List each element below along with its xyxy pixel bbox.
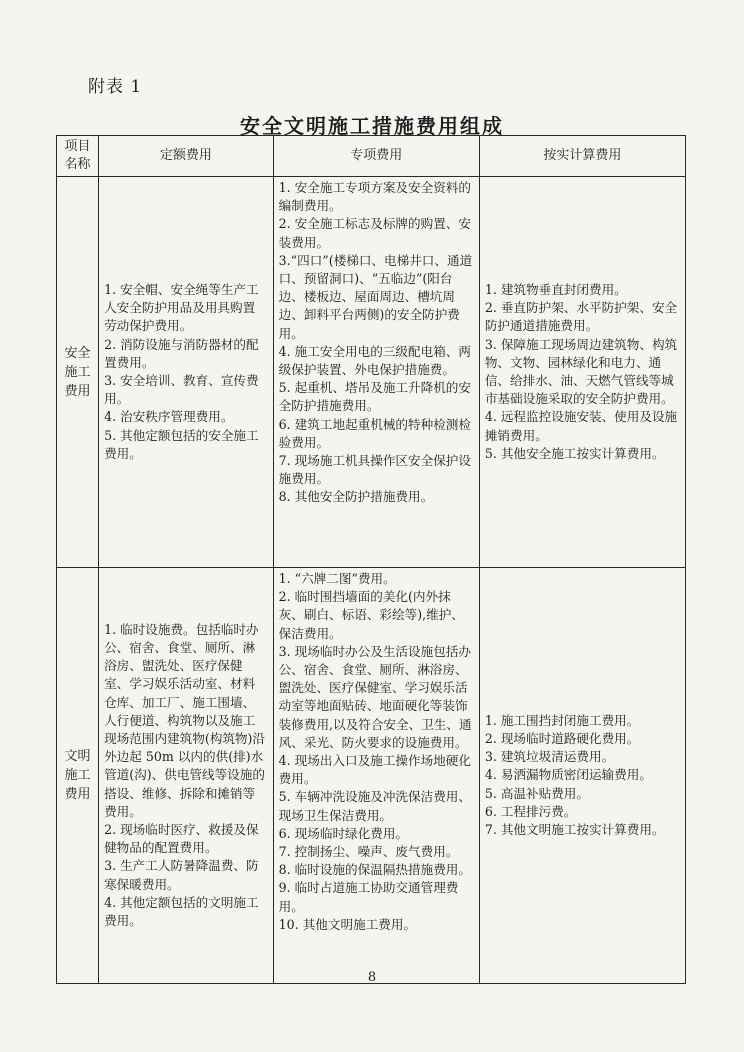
safety-actual-item: 5. 其他安全施工按实计算费用。 bbox=[484, 445, 665, 461]
fee-composition-table bbox=[56, 135, 686, 984]
civil-actual-cell bbox=[479, 568, 685, 984]
safety-quota-item: 3. 安全培训、教育、宣传费用。 bbox=[104, 373, 259, 407]
civil-quota-item: 1. 临时设施费。包括临时办公、宿舍、食堂、厕所、淋浴房、盥洗处、医疗保健室、学习娱乐活动室、材料仓库、加工厂、施工围墙、人行便道、构筑物以及施工现场范围内建筑物(构筑物)沿外边起 50m 以内的供(排)水管道(沟)、供电管线等设施的搭设、维修、拆除和摊销等费用。 bbox=[104, 621, 266, 819]
civil-actual-item: 6. 工程排污费。 bbox=[484, 803, 577, 819]
civil-quota-item: 2. 现场临时医疗、救援及保健物品的配置费用。 bbox=[104, 822, 259, 856]
civil-actual-item: 7. 其他文明施工按实计算费用。 bbox=[484, 822, 665, 837]
safety-actual-cell bbox=[479, 177, 685, 568]
safety-special-cell bbox=[273, 177, 479, 568]
civil-special-item: 6. 现场临时绿化费用。 bbox=[278, 825, 409, 841]
category-civil: 文明施工费用 bbox=[57, 568, 99, 984]
table-row-safety bbox=[57, 177, 686, 568]
safety-quota-item-list bbox=[104, 281, 268, 463]
safety-quota-item: 2. 消防设施与消防器材的配置费用。 bbox=[104, 336, 259, 370]
header-quota: 定额费用 bbox=[99, 136, 274, 177]
safety-quota-item: 1. 安全帽、安全绳等生产工人安全防护用品及用具购置劳动保护费用。 bbox=[104, 281, 259, 334]
civil-special-item: 4. 现场出入口及施工操作场地硬化费用。 bbox=[278, 753, 471, 787]
safety-special-item: 5. 起重机、塔吊及施工升降机的安全防护措施费用。 bbox=[278, 380, 471, 414]
safety-special-item: 7. 现场施工机具操作区安全保护设施费用。 bbox=[278, 453, 471, 487]
safety-quota-cell bbox=[99, 177, 274, 568]
civil-special-item: 5. 车辆冲洗设施及冲洗保洁费用、现场卫生保洁费用。 bbox=[278, 789, 471, 823]
safety-special-item: 1. 安全施工专项方案及安全资料的编制费用。 bbox=[278, 180, 471, 214]
table-header-row bbox=[57, 136, 686, 177]
safety-special-item: 2. 安全施工标志及标牌的购置、安装费用。 bbox=[278, 216, 471, 250]
safety-actual-item-list bbox=[485, 281, 680, 463]
safety-actual-item: 2. 垂直防护架、水平防护架、安全防护通道措施费用。 bbox=[484, 300, 678, 334]
civil-quota-item-list bbox=[104, 621, 268, 930]
civil-special-item: 1. “六牌二图”费用。 bbox=[278, 571, 396, 586]
civil-actual-item: 1. 施工围挡封闭施工费用。 bbox=[484, 712, 640, 728]
civil-actual-item: 3. 建筑垃圾清运费用。 bbox=[484, 749, 615, 765]
table-title: 安全文明施工措施费用组成 bbox=[240, 114, 504, 138]
safety-actual-item: 3. 保障施工现场周边建筑物、构筑物、文物、园林绿化和电力、通信、给排水、油、天燃气管线等城市基础设施采取的安全防护费用。 bbox=[484, 336, 678, 407]
civil-actual-item-list bbox=[485, 712, 680, 839]
civil-special-item-list bbox=[279, 570, 474, 934]
safety-special-item: 8. 其他安全防护措施费用。 bbox=[278, 489, 434, 505]
safety-quota-item: 4. 治安秩序管理费用。 bbox=[104, 409, 234, 425]
header-item: 项目名称 bbox=[57, 136, 99, 177]
category-safety: 安全施工费用 bbox=[57, 177, 99, 568]
civil-special-item: 8. 临时设施的保温隔热措施费用。 bbox=[278, 862, 471, 878]
appendix-label: 附表 1 bbox=[88, 77, 143, 97]
header-actual: 按实计算费用 bbox=[479, 136, 685, 177]
civil-special-item: 9. 临时占道施工协助交通管理费用。 bbox=[278, 880, 459, 914]
civil-special-item: 7. 控制扬尘、噪声、废气费用。 bbox=[278, 844, 459, 860]
civil-quota-item: 3. 生产工人防暑降温费、防寒保暖费用。 bbox=[104, 858, 259, 892]
page-number: 8 bbox=[367, 970, 377, 985]
safety-special-item: 4. 施工安全用电的三级配电箱、两级保护装置、外电保护措施费。 bbox=[278, 343, 471, 378]
safety-special-item: 6. 建筑工地起重机械的特种检测检验费用。 bbox=[278, 416, 471, 450]
civil-quota-item: 4. 其他定额包括的文明施工费用。 bbox=[104, 894, 259, 929]
safety-special-item-list bbox=[279, 179, 474, 507]
safety-actual-item: 4. 远程监控设施安装、使用及设施摊销费用。 bbox=[484, 409, 678, 443]
civil-special-cell bbox=[273, 568, 479, 984]
civil-actual-item: 5. 高温补贴费用。 bbox=[484, 785, 589, 801]
table-row-civil bbox=[57, 568, 686, 984]
civil-actual-item: 4. 易洒漏物质密闭运输费用。 bbox=[484, 767, 652, 783]
civil-special-item: 10. 其他文明施工费用。 bbox=[278, 916, 417, 932]
civil-quota-cell bbox=[99, 568, 274, 984]
header-special: 专项费用 bbox=[273, 136, 479, 177]
civil-special-item: 2. 临时围挡墙面的美化(内外抹灰、刷白、标语、彩绘等),维护、保洁费用。 bbox=[278, 589, 464, 641]
civil-special-item: 3. 现场临时办公及生活设施包括办公、宿舍、食堂、厕所、淋浴房、盥洗处、医疗保健室、学习娱乐活动室等地面贴砖、地面硬化等装饰装修费用,以及符合安全、卫生、通风、采光、防火要求的设施费用。 bbox=[278, 643, 472, 750]
safety-actual-item: 1. 建筑物垂直封闭费用。 bbox=[484, 281, 627, 297]
safety-special-item: 3.“四口”(楼梯口、电梯井口、通道口、预留洞口)、“五临边”(阳台边、楼板边、屋面周边、槽坑周边、卸料平台两侧)的安全防护费用。 bbox=[278, 252, 473, 341]
civil-actual-item: 2. 现场临时道路硬化费用。 bbox=[484, 730, 640, 746]
safety-quota-item: 5. 其他定额包括的安全施工费用。 bbox=[104, 427, 259, 461]
